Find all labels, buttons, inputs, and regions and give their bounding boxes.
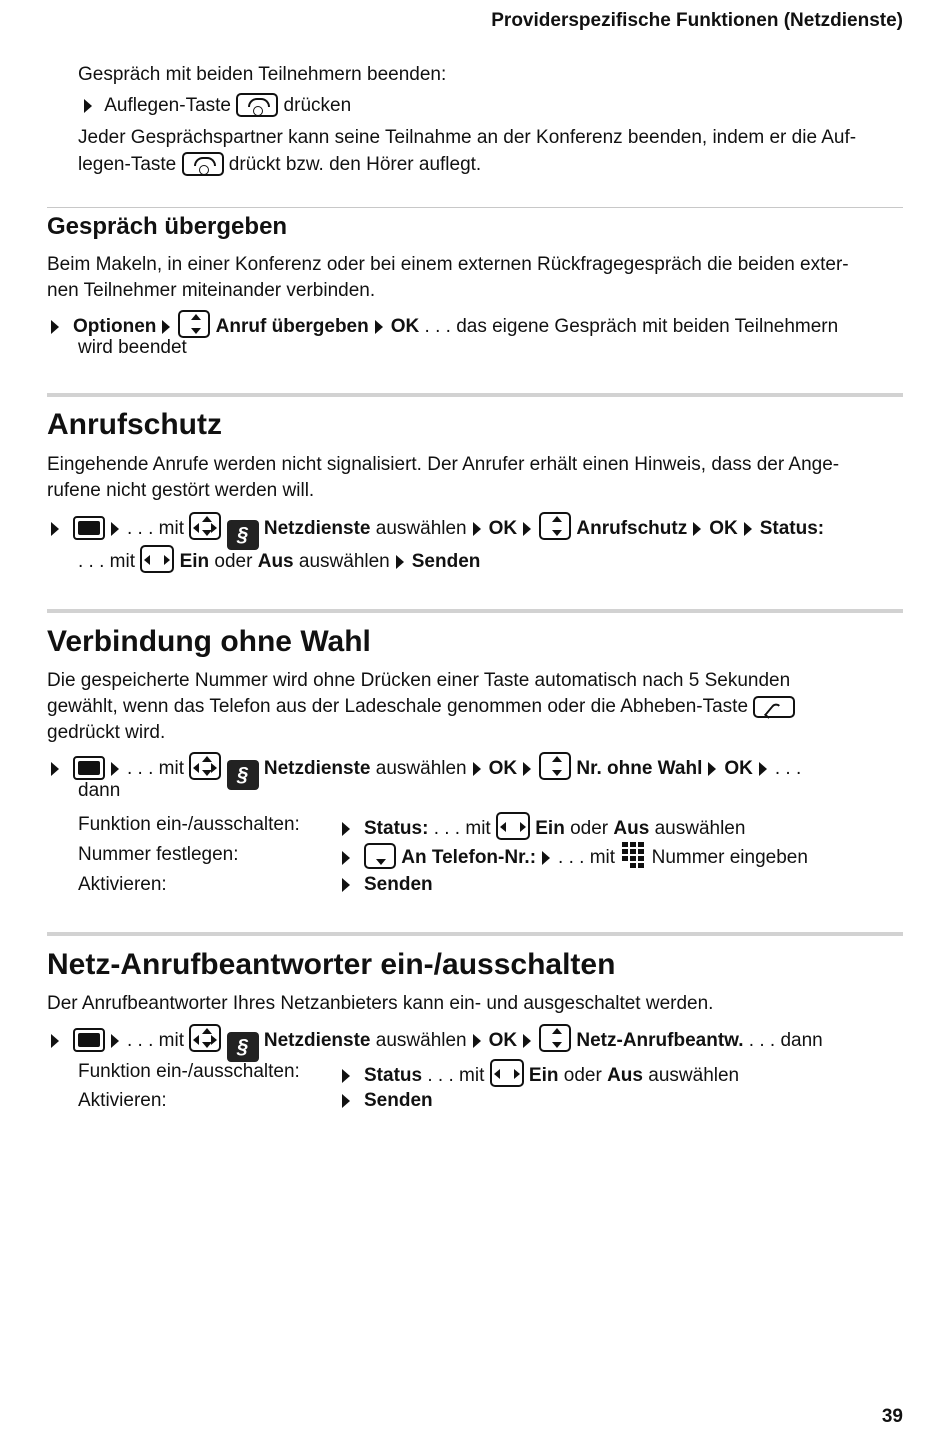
step-arrow-icon bbox=[473, 762, 481, 776]
step-arrow-icon bbox=[51, 1034, 59, 1048]
nav-4way-key-icon bbox=[189, 752, 221, 780]
ohnewahl-row-label: Aktivieren: bbox=[78, 874, 167, 895]
step-arrow-icon bbox=[342, 1094, 350, 1108]
step-arrow-icon bbox=[342, 1069, 350, 1083]
page-number: 39 bbox=[881, 1406, 903, 1427]
intro-para-1: Jeder Gesprächspartner kann seine Teilnahme an der Konferenz beenden, indem er die Auf- bbox=[78, 127, 857, 148]
step-arrow-icon bbox=[542, 851, 550, 865]
nav-updown-key-icon bbox=[539, 1024, 571, 1052]
anrufschutz-desc-1: Eingehende Anrufe werden nicht signalisiert. Der Anrufer erhält einen Hinweis, dass der Ange- bbox=[47, 454, 840, 475]
ohnewahl-step: . . . mit § Netzdienste auswählen OK Nr. ohne Wahl OK . . . bbox=[47, 752, 801, 790]
netzdienste-icon: § bbox=[227, 1032, 259, 1062]
anrufschutz-step: . . . mit § Netzdienste auswählen OK Anrufschutz OK Status: bbox=[47, 512, 824, 550]
step-arrow-icon bbox=[51, 320, 59, 334]
step-arrow-icon bbox=[111, 1034, 119, 1048]
step-arrow-icon bbox=[523, 762, 531, 776]
nav-updown-key-icon bbox=[539, 512, 571, 540]
intro-para-2: legen-Taste drückt bzw. den Hörer auflegt. bbox=[78, 154, 482, 175]
nav-updown-key-icon bbox=[539, 752, 571, 780]
divider bbox=[47, 609, 903, 613]
step-arrow-icon bbox=[473, 522, 481, 536]
divider bbox=[47, 393, 903, 397]
netzab-row-label: Funktion ein-/ausschalten: bbox=[78, 1061, 300, 1082]
uebergeben-desc-1: Beim Makeln, in einer Konferenz oder bei einem externen Rückfragegespräch die beiden exter- bbox=[47, 254, 849, 275]
ohnewahl-desc-1: Die gespeicherte Nummer wird ohne Drücken einer Taste automatisch nach 5 Sekunden bbox=[47, 670, 791, 691]
end-call-key-icon bbox=[236, 93, 278, 117]
menu-key-icon bbox=[73, 756, 105, 780]
step-arrow-icon bbox=[342, 822, 350, 836]
netzab-row-action: Status . . . mit Ein oder Aus auswählen bbox=[336, 1059, 739, 1089]
ohnewahl-row-action: Senden bbox=[336, 872, 433, 898]
section-title-anrufschutz: Anrufschutz bbox=[47, 408, 222, 441]
step-arrow-icon bbox=[708, 762, 716, 776]
end-call-key-icon bbox=[182, 152, 224, 176]
netzdienste-icon: § bbox=[227, 520, 259, 550]
nav-4way-key-icon bbox=[189, 1024, 221, 1052]
anrufschutz-step-cont: . . . mit Ein oder Aus auswählen Senden bbox=[78, 545, 480, 575]
ohnewahl-step-cont: dann bbox=[78, 780, 121, 801]
page-header: Providerspezifische Funktionen (Netzdienste) bbox=[491, 10, 903, 31]
step-arrow-icon bbox=[396, 555, 404, 569]
step-arrow-icon bbox=[759, 762, 767, 776]
section-title-uebergeben: Gespräch übergeben bbox=[47, 213, 288, 240]
netzab-desc: Der Anrufbeantworter Ihres Netzanbieters kann ein- und ausgeschaltet werden. bbox=[47, 993, 714, 1014]
menu-key-icon bbox=[73, 1028, 105, 1052]
step-arrow-icon bbox=[342, 851, 350, 865]
netzab-row-action: Senden bbox=[336, 1088, 433, 1114]
step-arrow-icon bbox=[162, 320, 170, 334]
step-arrow-icon bbox=[473, 1034, 481, 1048]
netzab-row-label: Aktivieren: bbox=[78, 1090, 167, 1111]
step-arrow-icon bbox=[111, 522, 119, 536]
divider bbox=[47, 932, 903, 936]
call-key-icon bbox=[753, 696, 795, 718]
netzab-step: . . . mit § Netzdienste auswählen OK Netz-Anrufbeantw. . . . dann bbox=[47, 1024, 823, 1062]
uebergeben-desc-2: nen Teilnehmer miteinander verbinden. bbox=[47, 280, 376, 301]
nav-updown-key-icon bbox=[178, 310, 210, 338]
step-arrow-icon bbox=[51, 762, 59, 776]
divider bbox=[47, 207, 903, 208]
ohnewahl-desc-2: gewählt, wenn das Telefon aus der Ladeschale genommen oder die Abheben-Taste bbox=[47, 694, 795, 720]
nav-leftright-key-icon bbox=[490, 1059, 524, 1087]
step-arrow-icon bbox=[693, 522, 701, 536]
keypad-icon bbox=[620, 842, 646, 870]
step-arrow-icon bbox=[111, 762, 119, 776]
intro-line: Gespräch mit beiden Teilnehmern beenden: bbox=[78, 64, 447, 85]
menu-key-icon bbox=[73, 516, 105, 540]
nav-leftright-key-icon bbox=[496, 812, 530, 840]
uebergeben-step: Optionen Anruf übergeben OK . . . das eigene Gespräch mit beiden Teilnehmern bbox=[47, 310, 838, 340]
ohnewahl-row-action: An Telefon-Nr.: . . . mit Nummer eingeben bbox=[336, 842, 808, 871]
nav-down-key-icon bbox=[364, 843, 396, 869]
step-arrow-icon bbox=[51, 522, 59, 536]
ohnewahl-row-action: Status: . . . mit Ein oder Aus auswählen bbox=[336, 812, 745, 842]
step-arrow-icon bbox=[342, 878, 350, 892]
nav-4way-key-icon bbox=[189, 512, 221, 540]
nav-leftright-key-icon bbox=[140, 545, 174, 573]
step-arrow-icon bbox=[84, 99, 92, 113]
ohnewahl-row-label: Funktion ein-/ausschalten: bbox=[78, 814, 300, 835]
ohnewahl-desc-3: gedrückt wird. bbox=[47, 722, 166, 743]
step-arrow-icon bbox=[523, 1034, 531, 1048]
ohnewahl-row-label: Nummer festlegen: bbox=[78, 844, 239, 865]
hangup-step: Auflegen-Taste drücken bbox=[78, 93, 351, 119]
step-arrow-icon bbox=[375, 320, 383, 334]
section-title-netzab: Netz-Anrufbeantworter ein-/ausschalten bbox=[47, 948, 616, 981]
step-arrow-icon bbox=[523, 522, 531, 536]
section-title-ohnewahl: Verbindung ohne Wahl bbox=[47, 625, 371, 658]
step-arrow-icon bbox=[744, 522, 752, 536]
anrufschutz-desc-2: rufene nicht gestört werden will. bbox=[47, 480, 315, 501]
uebergeben-step-cont: wird beendet bbox=[78, 337, 187, 358]
netzdienste-icon: § bbox=[227, 760, 259, 790]
